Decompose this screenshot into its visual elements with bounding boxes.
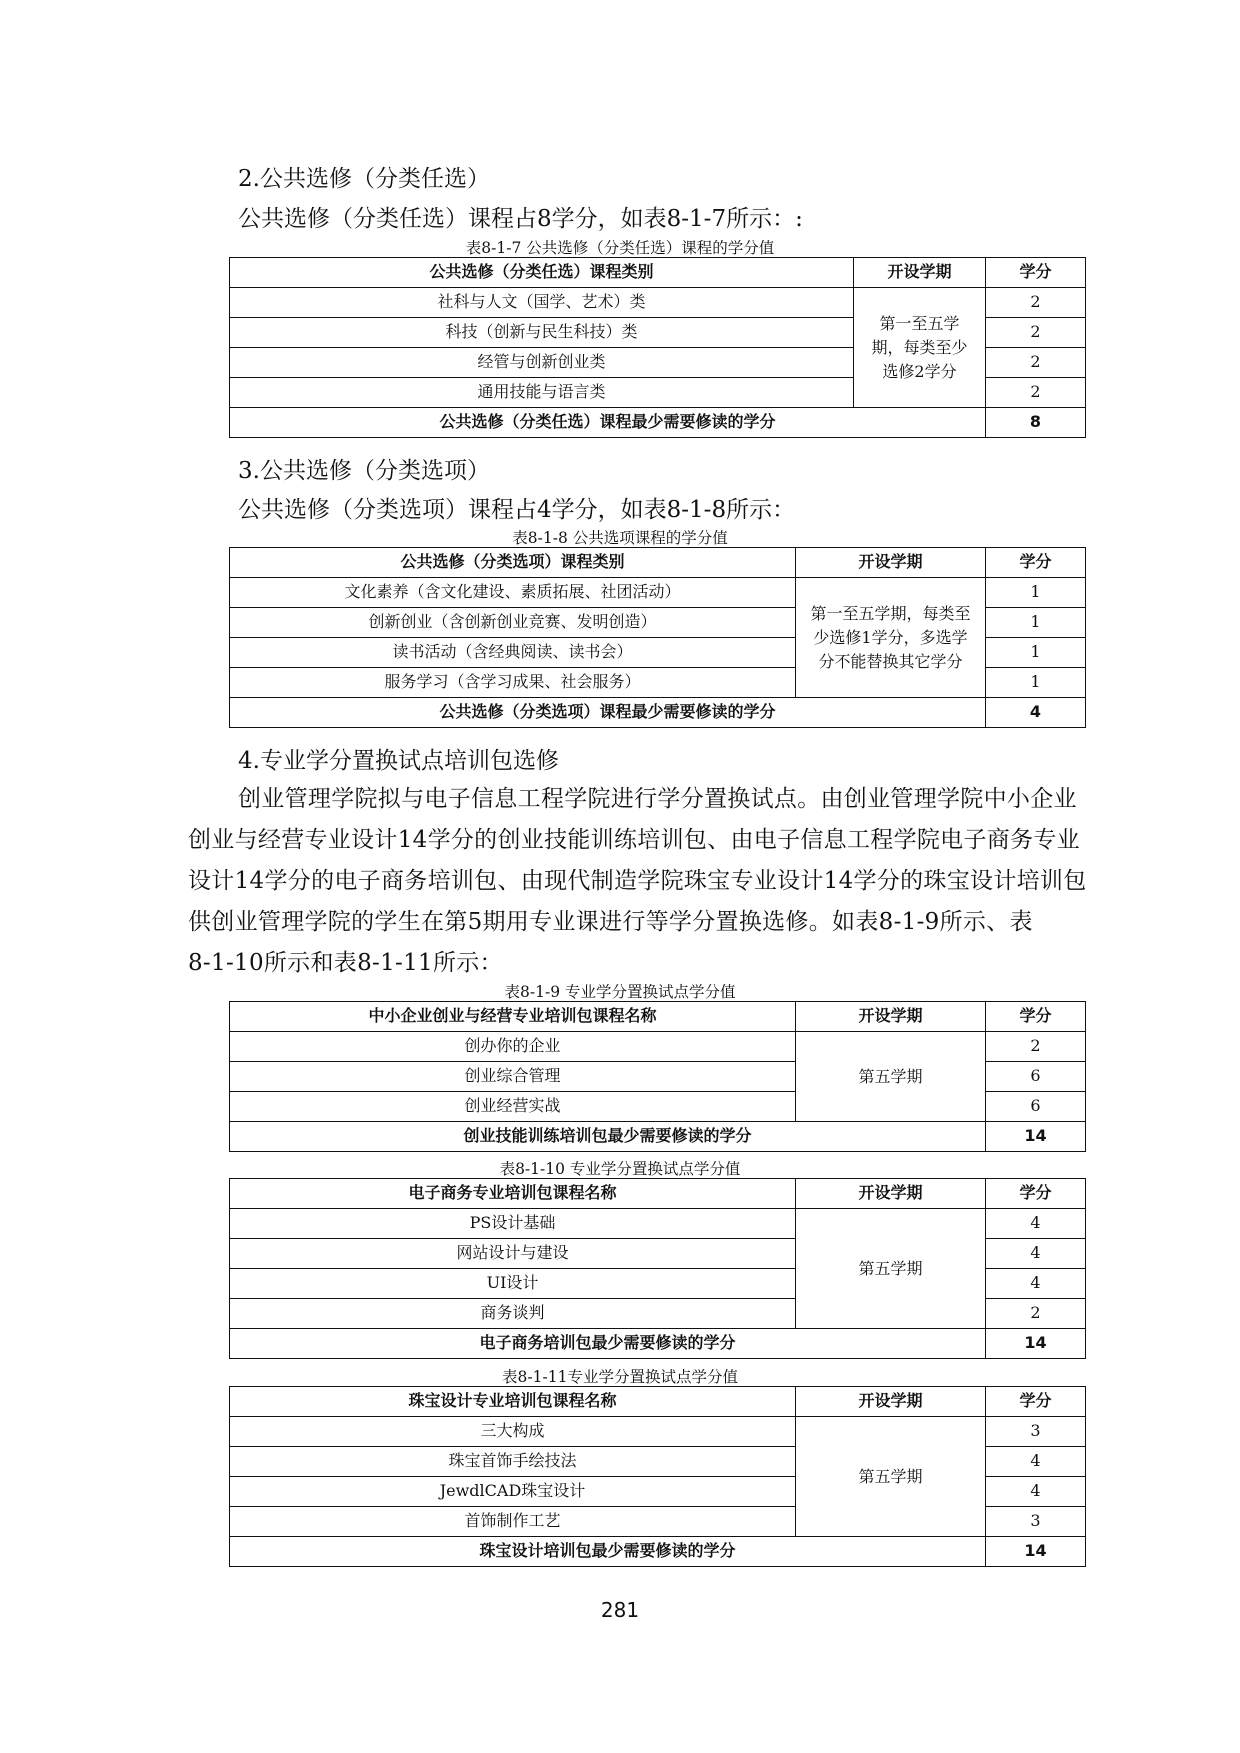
header-credit: 学分 (986, 548, 1086, 578)
table-row-name: PS设计基础 (230, 1209, 796, 1239)
total-credit: 4 (986, 698, 1086, 728)
header-credit: 学分 (986, 1179, 1086, 1209)
section-3-heading: 3.公共选修（分类选项） (238, 458, 490, 484)
table-row-name: 文化素养（含文化建设、素质拓展、社团活动） (230, 578, 796, 608)
header-course-name: 电子商务专业培训包课程名称 (230, 1179, 796, 1209)
table-row-name: 读书活动（含经典阅读、读书会） (230, 638, 796, 668)
semester-cell: 第一至五学期，每类至少选修2学分 (854, 288, 986, 408)
table-row-name: 经管与创新创业类 (230, 348, 854, 378)
paragraph-line: 供创业管理学院的学生在第5期用专业课进行等学分置换选修。如表8-1-9所示、表 (188, 909, 1033, 935)
table-row-name: JewdlCAD珠宝设计 (230, 1477, 796, 1507)
total-credit: 14 (986, 1329, 1086, 1359)
semester-cell: 第五学期 (796, 1417, 986, 1537)
table-row-credit: 3 (986, 1507, 1086, 1537)
table-row-credit: 4 (986, 1209, 1086, 1239)
header-semester: 开设学期 (796, 1002, 986, 1032)
total-label: 珠宝设计培训包最少需要修读的学分 (230, 1537, 986, 1567)
table-row-name: 服务学习（含学习成果、社会服务） (230, 668, 796, 698)
table-row-name: 网站设计与建设 (230, 1239, 796, 1269)
table-row-credit: 2 (986, 378, 1086, 408)
table-row-name: UI设计 (230, 1269, 796, 1299)
header-credit: 学分 (986, 1002, 1086, 1032)
semester-cell: 第五学期 (796, 1209, 986, 1329)
table-row-name: 珠宝首饰手绘技法 (230, 1447, 796, 1477)
table-row-name: 创业经营实战 (230, 1092, 796, 1122)
table-8-1-10 (229, 1178, 1086, 1359)
section-3-intro: 公共选修（分类选项）课程占4学分，如表8-1-8所示： (238, 497, 796, 523)
semester-cell: 第五学期 (796, 1032, 986, 1122)
table-row-credit: 1 (986, 608, 1086, 638)
header-semester: 开设学期 (796, 548, 986, 578)
table-row-credit: 1 (986, 578, 1086, 608)
paragraph-line: 创业与经营专业设计14学分的创业技能训练培训包、由电子信息工程学院电子商务专业 (188, 827, 1080, 853)
table-row-name: 三大构成 (230, 1417, 796, 1447)
total-label: 创业技能训练培训包最少需要修读的学分 (230, 1122, 986, 1152)
page-number: 281 (600, 1598, 640, 1622)
table-row-name: 创新创业（含创新创业竞赛、发明创造） (230, 608, 796, 638)
header-course-name: 珠宝设计专业培训包课程名称 (230, 1387, 796, 1417)
header-credit: 学分 (986, 258, 1086, 288)
total-credit: 8 (986, 408, 1086, 438)
table-row-credit: 4 (986, 1239, 1086, 1269)
table-row-credit: 4 (986, 1447, 1086, 1477)
table-row-name: 创业综合管理 (230, 1062, 796, 1092)
table-row-credit: 2 (986, 288, 1086, 318)
table-row-credit: 1 (986, 638, 1086, 668)
table-row-credit: 2 (986, 318, 1086, 348)
paragraph-line: 8-1-10所示和表8-1-11所示： (188, 950, 503, 976)
header-category: 公共选修（分类任选）课程类别 (230, 258, 854, 288)
paragraph-line: 设计14学分的电子商务培训包、由现代制造学院珠宝专业设计14学分的珠宝设计培训包 (188, 868, 1087, 894)
table-row-credit: 4 (986, 1269, 1086, 1299)
table-8-1-9 (229, 1001, 1086, 1152)
table-row-name: 商务谈判 (230, 1299, 796, 1329)
table-row-credit: 2 (986, 1032, 1086, 1062)
total-label: 电子商务培训包最少需要修读的学分 (230, 1329, 986, 1359)
table-row-credit: 2 (986, 1299, 1086, 1329)
paragraph-line: 创业管理学院拟与电子信息工程学院进行学分置换试点。由创业管理学院中小企业 (238, 786, 1077, 812)
table-row-name: 创办你的企业 (230, 1032, 796, 1062)
table-row-name: 通用技能与语言类 (230, 378, 854, 408)
table-row-credit: 2 (986, 348, 1086, 378)
total-label: 公共选修（分类任选）课程最少需要修读的学分 (230, 408, 986, 438)
table-row-credit: 3 (986, 1417, 1086, 1447)
table-row-credit: 6 (986, 1062, 1086, 1092)
section-2-heading: 2.公共选修（分类任选） (238, 166, 490, 192)
semester-cell: 第一至五学期，每类至少选修1学分，多选学分不能替换其它学分 (796, 578, 986, 698)
header-semester: 开设学期 (796, 1387, 986, 1417)
table-row-credit: 6 (986, 1092, 1086, 1122)
table-8-1-8 (229, 547, 1086, 728)
total-credit: 14 (986, 1122, 1086, 1152)
table-row-name: 科技（创新与民生科技）类 (230, 318, 854, 348)
table-8-1-9-caption: 表8-1-9 专业学分置换试点学分值 (504, 983, 736, 1001)
header-semester: 开设学期 (796, 1179, 986, 1209)
header-course-name: 中小企业创业与经营专业培训包课程名称 (230, 1002, 796, 1032)
header-semester: 开设学期 (854, 258, 986, 288)
table-8-1-7 (229, 257, 1086, 438)
table-row-credit: 1 (986, 668, 1086, 698)
section-2-intro: 公共选修（分类任选）课程占8学分，如表8-1-7所示：: (238, 206, 803, 232)
table-8-1-8-caption: 表8-1-8 公共选项课程的学分值 (512, 529, 728, 547)
header-category: 公共选修（分类选项）课程类别 (230, 548, 796, 578)
table-8-1-10-caption: 表8-1-10 专业学分置换试点学分值 (499, 1160, 741, 1178)
table-row-name: 首饰制作工艺 (230, 1507, 796, 1537)
section-4-heading: 4.专业学分置换试点培训包选修 (238, 748, 559, 774)
header-credit: 学分 (986, 1387, 1086, 1417)
total-credit: 14 (986, 1537, 1086, 1567)
table-8-1-11-caption: 表8-1-11专业学分置换试点学分值 (502, 1368, 738, 1386)
total-label: 公共选修（分类选项）课程最少需要修读的学分 (230, 698, 986, 728)
table-row-name: 社科与人文（国学、艺术）类 (230, 288, 854, 318)
table-row-credit: 4 (986, 1477, 1086, 1507)
table-8-1-11 (229, 1386, 1086, 1567)
table-8-1-7-caption: 表8-1-7 公共选修（分类任选）课程的学分值 (465, 239, 775, 257)
